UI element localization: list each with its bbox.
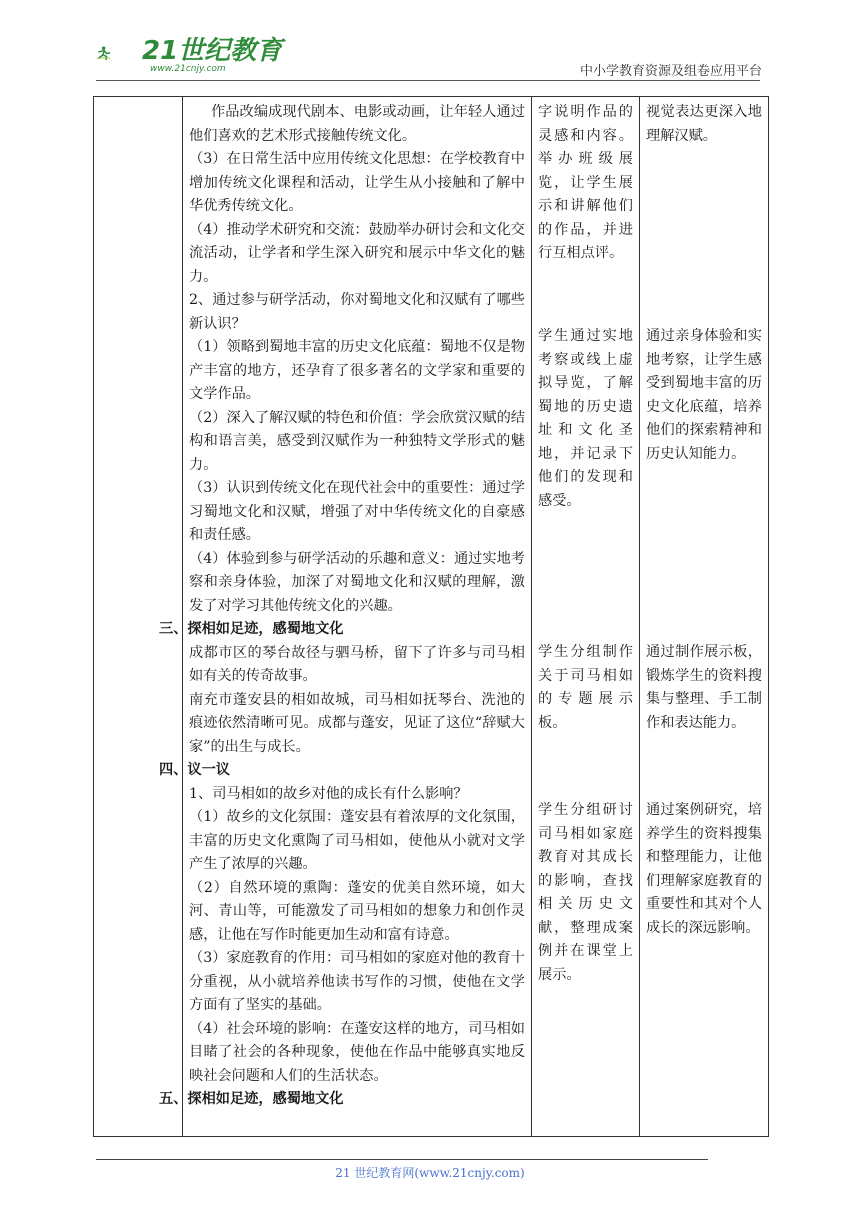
page-header	[0, 0, 860, 80]
content-line: （2）深入了解汉赋的特色和价值：学会欣赏汉赋的结构和语言美，感受到汉赋作为一种独特文学形式的魅力。	[189, 409, 525, 473]
logo-url: www.21cnjy.com	[150, 64, 226, 74]
content-line: （3）在日常生活中应用传统文化思想：在学校教育中增加传统文化课程和活动，让学生从小接触和了解中华优秀传统文化。	[189, 151, 525, 214]
content-line: 南充市蓬安县的相如故城，司马相如抚琴台、洗池的痕迹依然清晰可见。成都与蓬安，见证了这位“辞赋大家”的出生与成长。	[189, 691, 525, 755]
table-cell-content	[159, 97, 532, 1137]
content-line: 作品改编成现代剧本、电影或动画，让年轻人通过他们喜欢的艺术形式接触传统文化。	[189, 104, 525, 144]
content-line: （4）体验到参与研学活动的乐趣和意义：通过实地考察和亲身体验，加深了对蜀地文化和汉赋的理解，激发了对学习其他传统文化的兴趣。	[189, 550, 525, 614]
content-line: （2）自然环境的熏陶：蓬安的优美自然环境，如大河、青山等，可能激发了司马相如的想象力和创作灵感，让他在写作时能更加生动和富有诗意。	[189, 879, 525, 943]
intent-text: 通过亲身体验和实地考察，让学生感受到蜀地丰富的历史文化底蕴，培养他们的探索精神和历史认知能力。	[646, 328, 762, 462]
footer-divider	[96, 1159, 708, 1160]
content-line: （3）家庭教育的作用：司马相如的家庭对他的教育十分重视，从小就培养他读书写作的习惯，使他在文学方面有了坚实的基础。	[189, 950, 525, 1013]
runner-logo-icon	[96, 30, 146, 76]
content-line: （3）认识到传统文化在现代社会中的重要性：通过学习蜀地文化和汉赋，增强了对中华传统文化的自豪感和责任感。	[189, 480, 525, 543]
table-row	[94, 97, 769, 1137]
content-line: （1）领略到蜀地丰富的历史文化底蕴：蜀地不仅是物产丰富的地方，还孕育了很多著名的文学家和重要的文学作品。	[189, 339, 525, 402]
table-cell-design-intent	[640, 97, 769, 1137]
intent-text: 通过制作展示板，锻炼学生的资料搜集与整理、手工制作和表达能力。	[646, 644, 762, 731]
table-cell-stage	[94, 97, 183, 1137]
logo-text: 21世纪教育	[142, 36, 283, 66]
content-line: 成都市区的琴台故径与驷马桥，留下了许多与司马相如有关的传奇故事。	[189, 644, 525, 684]
lesson-table	[93, 96, 769, 1137]
content-line: 1、司马相如的故乡对他的成长有什么影响？	[189, 785, 468, 802]
activity-text: 学生通过实地考察或线上虚拟导览，了解蜀地的历史遗址和文化圣地，并记录下他们的发现和感受。	[538, 328, 633, 509]
section-heading: 四、议一议	[159, 762, 230, 778]
content-line: 2、通过参与研学活动，你对蜀地文化和汉赋有了哪些新认识？	[189, 292, 525, 332]
intent-text: 视觉表达更深入地理解汉赋。	[646, 104, 762, 144]
intent-text: 通过案例研究，培养学生的资料搜集和整理能力，让他们理解家庭教育的重要性和其对个人成长的深远影响。	[646, 802, 762, 936]
header-divider	[96, 80, 760, 81]
content-line: （1）故乡的文化氛围：蓬安县有着浓厚的文化氛围，丰富的历史文化熏陶了司马相如，使他从小就对文学产生了浓厚的兴趣。	[189, 809, 525, 872]
activity-text: 学生分组研讨司马相如家庭教育对其成长的影响，查找相关历史文献，整理成案例并在课堂上展示。	[538, 802, 633, 983]
activity-text: 字说明作品的灵感和内容。举办班级展览，让学生展示和讲解他们的作品，并进行互相点评。	[538, 104, 633, 261]
section-heading: 五、探相如足迹，感蜀地文化	[159, 1091, 344, 1107]
content-line: （4）社会环境的影响：在蓬安这样的地方，司马相如目睹了社会的各种现象，使他在作品中能够真实地反映社会问题和人们的生活状态。	[189, 1020, 525, 1084]
header-platform-title: 中小学教育资源及组卷应用平台	[580, 64, 763, 79]
activity-text: 学生分组制作关于司马相如的专题展示板。	[538, 644, 633, 731]
section-heading: 三、探相如足迹，感蜀地文化	[159, 621, 344, 637]
content-line: （4）推动学术研究和交流：鼓励举办研讨会和文化交流活动，让学者和学生深入研究和展示中华文化的魅力。	[189, 221, 525, 285]
footer-source: 21 世纪教育网(www.21cnjy.com)	[335, 1166, 525, 1180]
table-cell-student-activity	[532, 97, 640, 1137]
